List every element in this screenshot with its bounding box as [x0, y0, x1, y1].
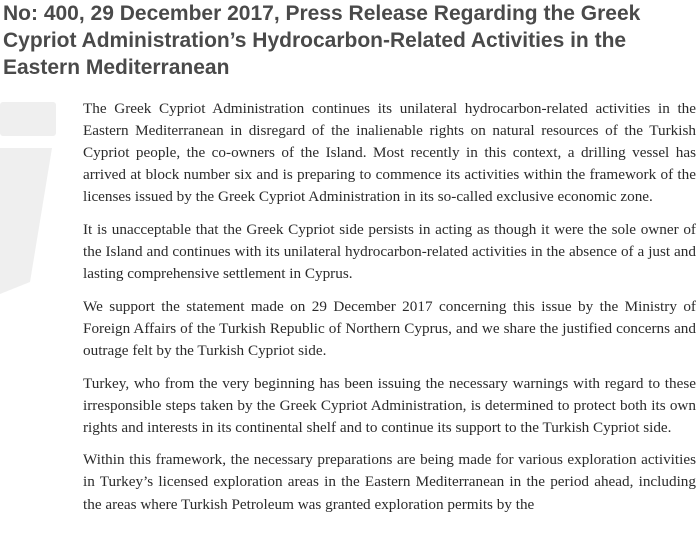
- paragraph-5: Within this framework, the necessary preparations are being made for various exploration activities in Turkey’s licensed exploration areas in the Eastern Mediterranean in the period ahead, including the areas where Turkish Petroleum was granted exploration permits by the: [83, 451, 696, 513]
- info-watermark-icon: [0, 102, 70, 302]
- paragraph-4: Turkey, who from the very beginning has been issuing the necessary warnings with regard to these irresponsible steps taken by the Greek Cypriot Administration, is determined to protect both its own rights and interests in its continental shelf and to continue its support to the Turkish Cypriot side.: [83, 374, 696, 436]
- paragraph-1: The Greek Cypriot Administration continues its unilateral hydrocarbon-related activities in the Eastern Mediterranean in disregard of the inalienable rights on natural resources of the Turkish Cypriot people, the co-owners of the Island. Most recently in this context, a drilling vessel has arrived at block number six and is preparing to commence its activities within the framework of the licenses issued by the Greek Cypriot Administration in its so-called exclusive economic zone.: [83, 100, 696, 206]
- page-title: No: 400, 29 December 2017, Press Release Regarding the Greek Cypriot Administration’s Hydrocarbon-Related Activities in the Eastern Mediterranean: [3, 2, 641, 79]
- paragraph-2: It is unacceptable that the Greek Cypriot side persists in acting as though it were the sole owner of the Island and continues with its unilateral hydrocarbon-related activities in the absence of a just and lasting comprehensive settlement in Cyprus.: [83, 220, 696, 283]
- article-body: [83, 98, 696, 526]
- paragraph-3: We support the statement made on 29 December 2017 concerning this issue by the Ministry of Foreign Affairs of the Turkish Republic of Northern Cyprus, and we share the justified concerns and outrage felt by the Turkish Cypriot side.: [83, 297, 696, 359]
